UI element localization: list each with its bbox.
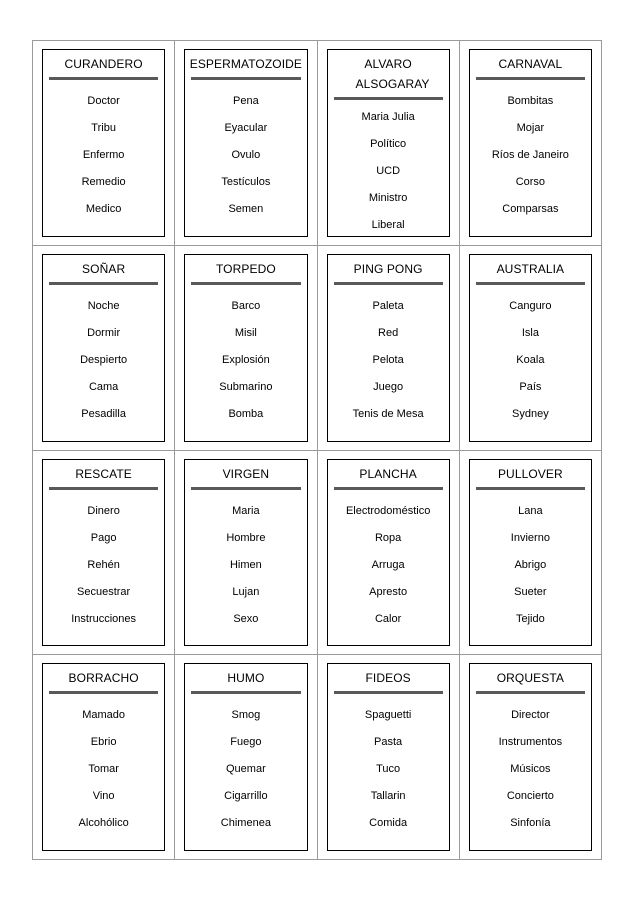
forbidden-word: Instrumentos [498,736,563,749]
forbidden-word: Sexo [233,612,259,625]
forbidden-word-list [328,100,449,239]
forbidden-word: Vino [92,790,115,803]
forbidden-word: Dinero [87,504,120,517]
forbidden-word: Tejido [516,612,545,625]
card-sheet [32,40,602,860]
forbidden-word-list [328,285,449,428]
card-title: SOÑAR [82,261,126,276]
card-title: CARNAVAL [498,57,563,71]
forbidden-word-list [185,80,306,223]
card-title: ALVARO ALSOGARAY [355,57,430,91]
forbidden-word: Tenis de Mesa [352,407,424,420]
forbidden-word: Tomar [88,763,119,776]
forbidden-word: Despierto [80,353,128,366]
card-cell [33,655,175,860]
forbidden-word: Electrodoméstico [345,504,431,517]
forbidden-word-list [470,80,591,223]
card-title: HUMO [227,671,265,686]
forbidden-word: Sydney [512,407,549,420]
card-cell [33,451,175,656]
taboo-card [42,49,165,237]
forbidden-word: Lujan [232,585,260,598]
taboo-card [42,459,165,647]
forbidden-word: Alcohólico [78,817,129,830]
card-cell [318,655,460,860]
forbidden-word: Maria Julia [361,111,415,123]
forbidden-word: Paleta [372,299,404,312]
forbidden-word: Tuco [376,763,401,776]
card-title: FIDEOS [365,671,411,686]
forbidden-word: Sueter [514,585,547,598]
card-title: ESPERMATOZOIDE [189,57,303,71]
forbidden-word: Fuego [230,736,262,749]
card-cell [460,451,602,656]
forbidden-word-list [43,285,164,428]
card-cell [318,246,460,451]
forbidden-word: Noche [87,299,120,312]
card-cell [175,246,317,451]
taboo-card [469,459,592,647]
forbidden-word: Pelota [372,353,404,366]
card-cell [33,41,175,246]
forbidden-word: Explosión [222,353,270,366]
forbidden-word-list [43,80,164,223]
forbidden-word: Ebrio [90,736,117,749]
forbidden-word: Himen [229,558,262,571]
forbidden-word: Smog [231,709,261,722]
forbidden-word: Quemar [226,763,266,776]
taboo-card [42,663,165,851]
card-title: PLANCHA [359,466,417,481]
card-title: PULLOVER [497,466,563,481]
forbidden-word: Tribu [91,122,116,134]
forbidden-word-list [185,285,306,428]
card-cell [460,655,602,860]
forbidden-word: Bomba [228,407,264,420]
forbidden-word: Corso [515,176,546,188]
taboo-card [327,459,450,647]
forbidden-word: UCD [376,165,401,177]
taboo-card [469,663,592,851]
forbidden-word: Apresto [369,585,408,598]
forbidden-word: Testículos [221,176,271,188]
card-title: RESCATE [75,466,132,481]
card-cell [460,246,602,451]
forbidden-word: Liberal [371,219,405,231]
forbidden-word: Tallarin [370,790,406,803]
forbidden-word-list [328,694,449,837]
forbidden-word: Ríos de Janeiro [491,149,569,161]
forbidden-word: Lana [518,504,543,517]
forbidden-word: Maria [232,504,260,517]
taboo-card [327,254,450,442]
forbidden-word: Abrigo [514,558,547,571]
forbidden-word: Hombre [226,531,266,544]
forbidden-word: Ministro [368,192,408,204]
forbidden-word: Barco [231,299,261,312]
forbidden-word-list [470,285,591,428]
taboo-card [469,49,592,237]
forbidden-word: Comparsas [502,203,559,215]
forbidden-word: Concierto [506,790,554,803]
card-title: AUSTRALIA [496,261,565,276]
forbidden-word: Pena [233,95,259,107]
forbidden-word: Director [511,709,550,722]
forbidden-word: Mamado [82,709,126,722]
forbidden-word: Submarino [219,380,273,393]
forbidden-word: Comida [369,817,408,830]
forbidden-word: Remedio [81,176,126,188]
forbidden-word: Mojar [516,122,545,134]
forbidden-word: Cama [88,380,119,393]
forbidden-word: Eyacular [224,122,268,134]
forbidden-word-list [328,490,449,633]
forbidden-word-list [185,694,306,837]
forbidden-word: Político [370,138,407,150]
forbidden-word: Calor [374,612,402,625]
forbidden-word-list [470,694,591,837]
forbidden-word: Secuestrar [77,585,131,598]
taboo-card [469,254,592,442]
forbidden-word: Pesadilla [81,407,126,420]
card-cell [33,246,175,451]
forbidden-word: Spaguetti [364,709,412,722]
card-cell [175,655,317,860]
forbidden-word: Ropa [374,531,402,544]
card-title: ORQUESTA [496,671,564,686]
forbidden-word: Chimenea [220,817,271,830]
forbidden-word: Red [378,326,399,339]
taboo-card [184,254,307,442]
forbidden-word: Misil [234,326,257,339]
forbidden-word: País [519,380,542,393]
taboo-card [327,49,450,237]
forbidden-word: Invierno [510,531,550,544]
forbidden-word: Instrucciones [71,612,137,625]
taboo-card [184,459,307,647]
forbidden-word: Músicos [510,763,551,776]
forbidden-word-list [470,490,591,633]
forbidden-word-list [185,490,306,633]
card-title: CURANDERO [64,57,143,71]
forbidden-word: Enfermo [82,149,125,161]
forbidden-word-list [43,694,164,837]
forbidden-word: Bombitas [507,95,554,107]
forbidden-word: Cigarrillo [224,790,268,803]
forbidden-word: Rehén [87,558,120,571]
forbidden-word: Pasta [374,736,403,749]
card-cell [175,451,317,656]
taboo-card [184,663,307,851]
forbidden-word: Ovulo [231,149,261,161]
forbidden-word: Dormir [87,326,121,339]
card-title: TORPEDO [215,261,276,276]
card-title: BORRACHO [68,671,139,686]
forbidden-word: Canguro [509,299,552,312]
card-title: VIRGEN [222,466,270,481]
forbidden-word: Doctor [87,95,120,107]
card-cell [318,451,460,656]
card-cell [318,41,460,246]
card-cell [175,41,317,246]
taboo-card [327,663,450,851]
forbidden-word: Koala [516,353,545,366]
taboo-card [42,254,165,442]
forbidden-word: Juego [373,380,404,393]
forbidden-word: Pago [90,531,117,544]
forbidden-word-list [43,490,164,633]
card-title: PING PONG [353,261,423,276]
card-cell [460,41,602,246]
forbidden-word: Medico [85,203,122,215]
taboo-card [184,49,307,237]
forbidden-word: Isla [521,326,539,339]
forbidden-word: Sinfonía [510,817,551,830]
forbidden-word: Arruga [371,558,405,571]
forbidden-word: Semen [228,203,264,215]
